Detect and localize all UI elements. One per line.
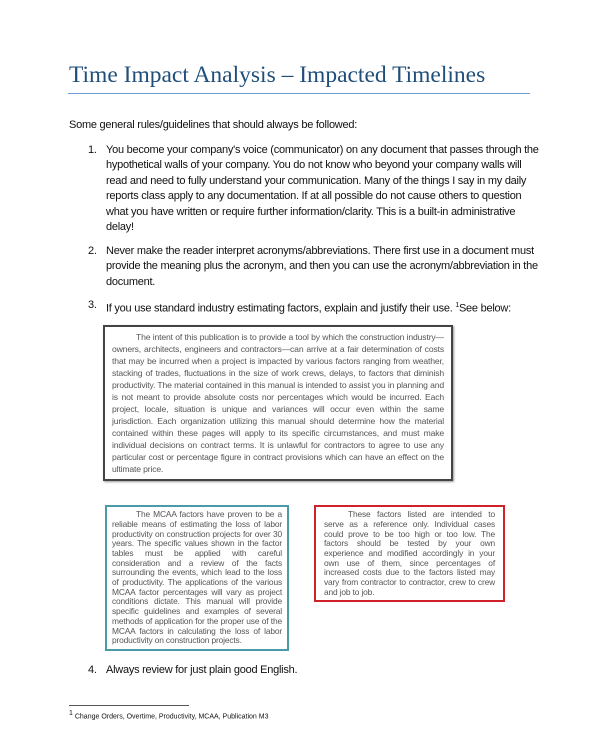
footnote-text: Change Orders, Overtime, Productivity, MCAA, Publication M3: [74, 712, 269, 720]
quote-box-intent: The intent of this publication is to provide a tool by which the construction industry—owners, architects, engineers and contractors—can arrive at a fair determination of costs that may be incurred when a project is impacted by various factors ranging from weather, stacking of trades, fluctuations in the size of work crews, delays, to factors that diminish productivity. The material contained in this manual is intended to assist you in planning and is not meant to provide absolute costs nor percentages which would be incurred. Each project, locale, situation is unique and variances will occur even within the same jurisdiction. Each organization utilizing this manual should determine how the material contained within these pages will apply to its specific circumstances, and must make individual decisions on contract terms. It is unlawful for contractors to agree to use any particular cost or percentage figure in contract provisions which can have an effect on the ultimate price.: [103, 325, 453, 481]
list-item: [69, 663, 539, 679]
page-title: Time Impact Analysis – Impacted Timelines: [69, 62, 486, 88]
list-item: [69, 244, 539, 291]
list-item-after: See below:: [458, 302, 511, 315]
quote-box-mcaa: The MCAA factors have proven to be a reliable means of estimating the loss of labor productivity on construction projects for over 30 years. The specific values shown in the factor tables must be applied with careful consideration and a review of the facts surrounding the events, which lead to the loss of productivity. The applications of the various MCAA factor percentages will vary as project conditions dictate. This manual will provide specific guidelines and examples of several methods of application for the proper use of the MCAA factors in calculating the loss of labor productivity on construction projects.: [105, 505, 289, 651]
footnote-divider: [69, 705, 189, 706]
list-item: [69, 298, 539, 317]
list-item-text: Always review for just plain good English.: [106, 664, 298, 676]
footnote-ref[interactable]: 1: [455, 302, 459, 309]
list-number: 4.: [88, 664, 97, 676]
list-number: 3.: [88, 299, 97, 311]
footnote-mark: 1: [69, 709, 73, 717]
list-number: 1.: [88, 143, 97, 156]
intro-text: Some general rules/guidelines that should always be followed:: [69, 119, 358, 131]
footnote: [69, 709, 539, 722]
list-item: [69, 143, 539, 236]
quote-box-row: [105, 505, 539, 651]
quote-box-factors: These factors listed are intended to serve as a reference only. Individual cases could prove to be too high or too low. The factors should be tested by your own experience and modified accordingly in your own use of them, since percentages of increased costs due to the factors listed may vary from contractor to contractor, crew to crew and job to job.: [314, 505, 505, 602]
list-item-text: If you use standard industry estimating factors, explain and justify their use.: [106, 302, 456, 315]
list-item-text: You become your company's voice (communicator) on any document that passes through the hypothetical walls of your company. You do not know who beyond your company walls will read and need to fully understand your communication. Many of the things I say in my daily reports class apply to any documentation. If at all possible do not cause others to question what you have written or require further information/clarity. This is a built-in administrative delay!: [106, 143, 539, 233]
list-number: 2.: [88, 244, 97, 257]
list-item-text: Never make the reader interpret acronyms/abbreviations. There first use in a document must provide the meaning plus the acronym, and then you can use the acronym/abbreviation in the document.: [106, 244, 538, 288]
